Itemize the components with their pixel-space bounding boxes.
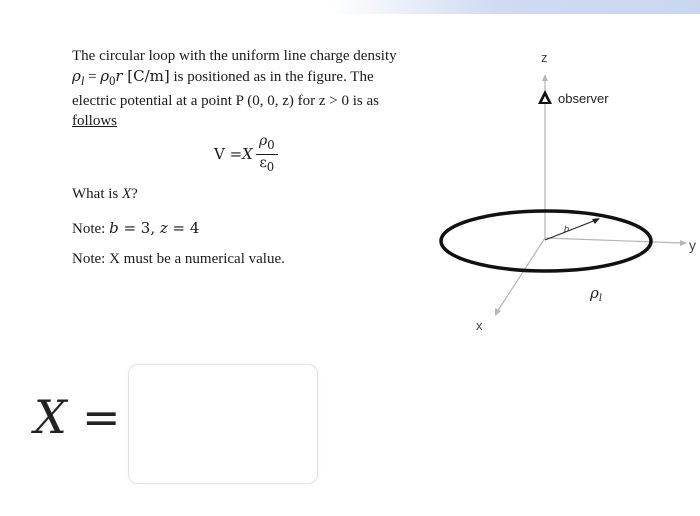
observer-label: observer bbox=[558, 91, 609, 106]
top-edge-highlight bbox=[330, 0, 700, 14]
question-text: What is X? bbox=[72, 186, 138, 202]
potential-formula bbox=[214, 134, 278, 175]
problem-line-4: follows bbox=[72, 113, 117, 129]
problem-line-3: electric potential at a point P (0, 0, z) for z > 0 is as bbox=[72, 93, 379, 109]
x-axis-arrow bbox=[495, 308, 501, 316]
problem-line-1: The circular loop with the uniform line charge density bbox=[72, 48, 397, 64]
units: [C/m] bbox=[122, 67, 170, 85]
formula-numerator: $\rho_0$ bbox=[259, 133, 275, 152]
z-axis-arrow bbox=[542, 74, 548, 81]
radius-arrow bbox=[592, 218, 600, 224]
problem-line-2-rest: is positioned as in the figure. The bbox=[169, 69, 374, 85]
r-variable: r bbox=[115, 67, 123, 85]
problem-line-2 bbox=[72, 66, 437, 91]
rho-l-label: $\rho_l$ bbox=[590, 284, 603, 304]
note-values: Note: b = 3, z = 4 bbox=[72, 219, 200, 237]
answer-input[interactable] bbox=[128, 364, 318, 484]
problem-statement bbox=[72, 46, 437, 131]
note-numerical: Note: X must be a numerical value. bbox=[72, 251, 285, 267]
z-axis-label: z bbox=[541, 50, 548, 65]
radius-line bbox=[545, 220, 596, 240]
y-axis-arrow bbox=[680, 240, 687, 246]
formula-denominator: $\varepsilon_0$ bbox=[259, 154, 275, 174]
y-axis bbox=[545, 238, 683, 243]
y-axis-label: y bbox=[689, 237, 696, 253]
answer-equals: = bbox=[82, 390, 121, 444]
loop-figure bbox=[430, 30, 700, 340]
answer-label: X bbox=[34, 390, 67, 444]
rho-l-subscript: l bbox=[80, 74, 85, 88]
rho-0-symbol: ρ bbox=[100, 67, 110, 85]
rho-l-symbol: ρ bbox=[72, 67, 81, 85]
formula-lhs: V = bbox=[214, 145, 243, 164]
equals-sign: = bbox=[84, 69, 101, 85]
x-axis-label: x bbox=[476, 318, 483, 333]
formula-fraction bbox=[256, 134, 278, 175]
rho-0-subscript: 0 bbox=[109, 74, 116, 88]
x-axis bbox=[497, 238, 545, 312]
formula-coef: X bbox=[242, 145, 253, 164]
radius-label: b bbox=[564, 224, 570, 234]
